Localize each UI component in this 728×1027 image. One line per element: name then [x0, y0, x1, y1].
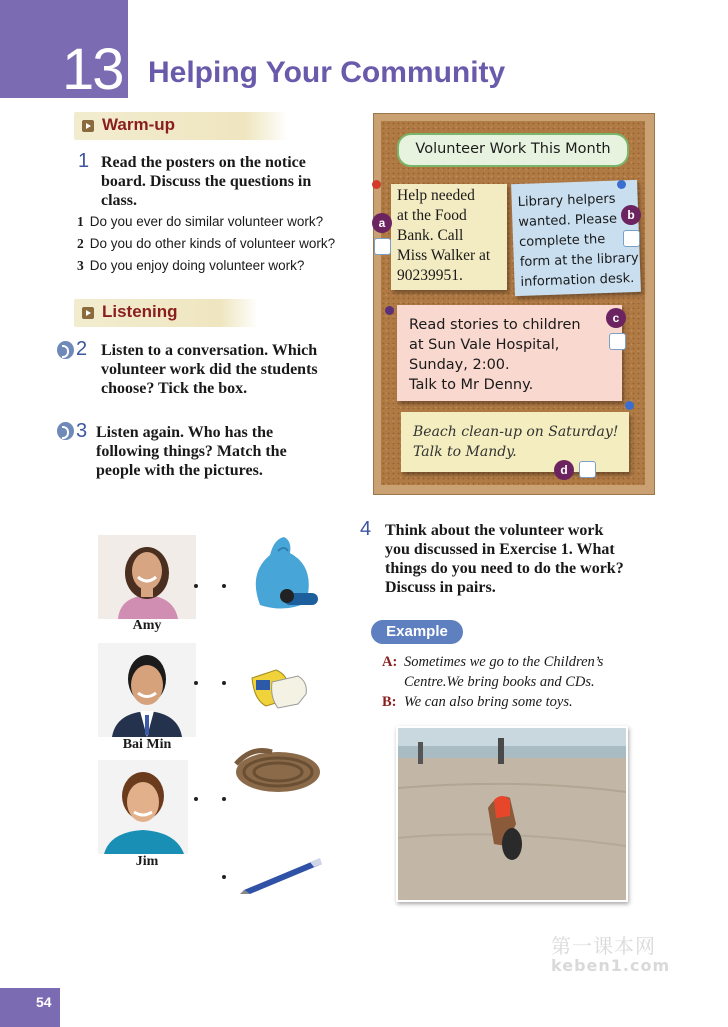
section-arrow-icon — [82, 307, 94, 319]
question-text: Do you ever do similar volunteer work? — [89, 214, 324, 229]
instruction-line: Discuss in pairs. — [385, 579, 496, 596]
poster-badge: d — [554, 460, 574, 480]
dialog-text: Sometimes we go to the Children’s — [404, 654, 604, 670]
speaker-label: B: — [382, 694, 397, 710]
exercise-number: 1 — [78, 150, 90, 172]
dialog-line — [382, 692, 682, 712]
instruction-line: people with the pictures. — [96, 462, 263, 479]
person-portrait-icon — [98, 535, 196, 619]
instruction-line: board. Discuss the questions in — [101, 173, 312, 190]
instruction-line: class. — [101, 192, 137, 209]
instruction-line: Read the posters on the notice — [101, 154, 306, 171]
dialog-text: Centre.We bring books and CDs. — [404, 674, 595, 690]
unit-number: 13 — [62, 37, 123, 102]
page-number: 54 — [36, 994, 52, 1010]
poster-line: complete the — [518, 231, 606, 250]
amy-photo — [98, 535, 196, 619]
pushpin-icon — [372, 180, 381, 189]
question-item — [77, 214, 323, 230]
bai-min-photo — [98, 643, 196, 737]
poster-line: Talk to Mr Denny. — [409, 377, 534, 393]
question-number: 3 — [77, 258, 84, 273]
work-gloves-icon — [246, 660, 312, 712]
board-title: Volunteer Work This Month — [397, 133, 629, 167]
poster-line: Beach clean-up on Saturday! — [413, 424, 619, 440]
pushpin-icon — [617, 180, 626, 189]
question-number: 2 — [77, 236, 84, 251]
poster-line: Miss Walker at — [397, 247, 491, 264]
match-dot[interactable] — [194, 681, 198, 685]
person-portrait-icon — [98, 643, 196, 737]
speaker-label: A: — [382, 654, 398, 670]
rubbish-bags-icon — [240, 533, 326, 613]
poster-badge: c — [606, 308, 626, 328]
example-badge: Example — [371, 620, 463, 644]
poster-line: Bank. Call — [397, 227, 464, 244]
match-dot[interactable] — [222, 875, 226, 879]
warmup-label: Warm-up — [102, 115, 176, 134]
tick-box-a[interactable] — [374, 238, 391, 255]
person-name-bai-min: Bai Min — [122, 737, 172, 752]
person-name-amy: Amy — [132, 618, 162, 633]
dialog-text: We can also bring some toys. — [404, 694, 573, 710]
poster-line: at the Food — [397, 207, 467, 224]
watermark-url: keben1.com — [551, 956, 671, 975]
poster-line: at Sun Vale Hospital, — [409, 337, 560, 353]
exercise-number: 3 — [76, 420, 88, 442]
tick-box-c[interactable] — [609, 333, 626, 350]
poster-line: Help needed — [397, 187, 475, 204]
jim-photo — [98, 760, 188, 854]
poster-line: information desk. — [520, 270, 635, 290]
example-dialog — [382, 652, 682, 712]
beach-cleanup-photo — [396, 726, 628, 902]
poster-line: Talk to Mandy. — [413, 444, 517, 460]
tick-box-d[interactable] — [579, 461, 596, 478]
poster-food-bank — [391, 184, 507, 290]
instruction-line: things do you need to do the work? — [385, 560, 624, 577]
instruction-line: Think about the volunteer work — [385, 522, 604, 539]
tick-box-b[interactable] — [623, 230, 640, 247]
instruction-line: Listen again. Who has the — [96, 424, 274, 441]
audio-icon[interactable] — [57, 422, 74, 440]
exercise-number: 2 — [76, 338, 88, 360]
poster-badge: b — [621, 205, 641, 225]
pushpin-icon — [625, 401, 634, 410]
dialog-line — [382, 652, 682, 672]
listening-label: Listening — [102, 302, 178, 321]
warmup-instruction — [101, 153, 361, 210]
warmup-heading — [74, 112, 288, 140]
instruction-line: choose? Tick the box. — [101, 380, 248, 397]
rope-icon — [232, 742, 324, 798]
poster-line: Library helpers — [517, 191, 616, 211]
page-title: Helping Your Community — [148, 56, 506, 89]
poster-line: Sunday, 2:00. — [409, 357, 510, 373]
listening-heading — [74, 299, 258, 327]
exercise-number: 4 — [360, 518, 372, 540]
poster-badge: a — [372, 213, 392, 233]
exercise-3-instruction — [96, 423, 356, 480]
instruction-line: you discussed in Exercise 1. What — [385, 541, 615, 558]
poster-line: wanted. Please — [518, 211, 618, 230]
watermark-cn: 第一课本网 — [551, 934, 656, 958]
match-dot[interactable] — [222, 584, 226, 588]
instruction-line: Listen to a conversation. Which — [101, 342, 318, 359]
match-dot[interactable] — [222, 681, 226, 685]
dialog-line — [382, 672, 682, 692]
pen-icon — [240, 854, 324, 894]
exercise-4-instruction — [385, 521, 685, 597]
question-text: Do you do other kinds of volunteer work? — [89, 236, 336, 251]
question-text: Do you enjoy doing volunteer work? — [89, 258, 305, 273]
person-name-jim: Jim — [135, 854, 159, 869]
pushpin-icon — [385, 306, 394, 315]
poster-line: 90239951. — [397, 267, 463, 284]
question-number: 1 — [77, 214, 84, 229]
poster-library — [511, 180, 641, 296]
match-dot[interactable] — [194, 584, 198, 588]
match-dot[interactable] — [194, 797, 198, 801]
instruction-line: following things? Match the — [96, 443, 287, 460]
match-dot[interactable] — [222, 797, 226, 801]
person-portrait-icon — [98, 760, 188, 854]
instruction-line: volunteer work did the students — [101, 361, 318, 378]
poster-line: form at the library — [519, 250, 639, 270]
poster-line: Read stories to children — [409, 317, 581, 333]
poster-hospital — [397, 305, 622, 401]
audio-icon[interactable] — [57, 341, 74, 359]
section-arrow-icon — [82, 120, 94, 132]
exercise-2-instruction — [101, 341, 361, 398]
question-item — [77, 236, 335, 252]
question-item — [77, 258, 304, 274]
